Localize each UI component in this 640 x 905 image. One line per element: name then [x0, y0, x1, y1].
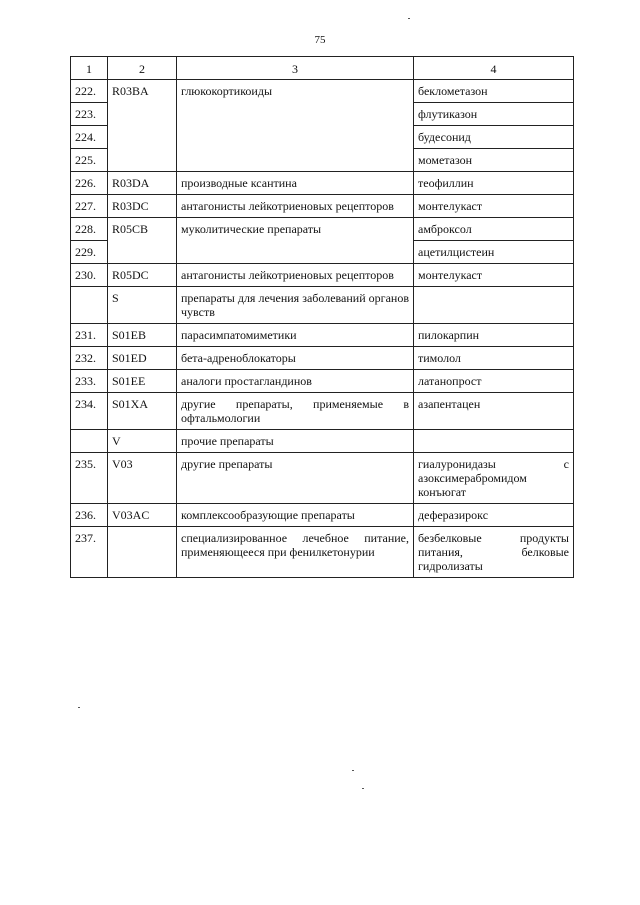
- drug-group: аналоги простагландинов: [177, 370, 414, 393]
- table-row: [71, 504, 574, 527]
- table-row: [71, 218, 574, 241]
- drug-name: [414, 430, 574, 453]
- drug-table: [70, 56, 574, 578]
- atc-code: S01XA: [108, 393, 177, 430]
- row-number: 223.: [71, 103, 108, 126]
- atc-code: S01EE: [108, 370, 177, 393]
- atc-code: V: [108, 430, 177, 453]
- drug-name: азапентацен: [414, 393, 574, 430]
- column-header: 1: [71, 57, 108, 80]
- atc-code: R03BA: [108, 80, 177, 172]
- row-number: 235.: [71, 453, 108, 504]
- atc-code: R03DC: [108, 195, 177, 218]
- atc-code: [108, 527, 177, 578]
- row-number: 237.: [71, 527, 108, 578]
- atc-code: R03DA: [108, 172, 177, 195]
- table-row: [71, 347, 574, 370]
- drug-name: латанопрост: [414, 370, 574, 393]
- table-header-row: [71, 57, 574, 80]
- scan-speck: [352, 770, 354, 771]
- scan-speck: [362, 788, 364, 789]
- row-number: 229.: [71, 241, 108, 264]
- row-number: 222.: [71, 80, 108, 103]
- page-number: 75: [314, 34, 326, 46]
- scan-speck: [408, 18, 410, 19]
- drug-group: другие препараты, применяемые в офтальмологии: [177, 393, 414, 430]
- drug-name: монтелукаст: [414, 264, 574, 287]
- table-row: [71, 370, 574, 393]
- table-row: [71, 324, 574, 347]
- scan-speck: [78, 707, 80, 708]
- drug-group: бета-адреноблокаторы: [177, 347, 414, 370]
- row-number: 224.: [71, 126, 108, 149]
- row-number: 232.: [71, 347, 108, 370]
- drug-group: муколитические препараты: [177, 218, 414, 264]
- drug-name: будесонид: [414, 126, 574, 149]
- drug-group: комплексообразующие препараты: [177, 504, 414, 527]
- drug-group: прочие препараты: [177, 430, 414, 453]
- table-row: [71, 195, 574, 218]
- row-number: [71, 287, 108, 324]
- drug-name: [414, 287, 574, 324]
- drug-group: специализированное лечебное питание, применяющееся при фенилкетонурии: [177, 527, 414, 578]
- row-number: 234.: [71, 393, 108, 430]
- column-header: 4: [414, 57, 574, 80]
- table-row: [71, 287, 574, 324]
- drug-group: глюкокортикоиды: [177, 80, 414, 172]
- row-number: [71, 430, 108, 453]
- drug-name: амброксол: [414, 218, 574, 241]
- drug-name: ацетилцистеин: [414, 241, 574, 264]
- atc-code: S01ED: [108, 347, 177, 370]
- table-row: [71, 453, 574, 504]
- row-number: 228.: [71, 218, 108, 241]
- drug-name: беклометазон: [414, 80, 574, 103]
- drug-group: антагонисты лейкотриеновых рецепторов: [177, 195, 414, 218]
- drug-name: безбелковые продукты питания, белковые гидролизаты: [414, 527, 574, 578]
- column-header: 3: [177, 57, 414, 80]
- drug-name: пилокарпин: [414, 324, 574, 347]
- table-row: [71, 172, 574, 195]
- drug-name: монтелукаст: [414, 195, 574, 218]
- atc-code: V03AC: [108, 504, 177, 527]
- row-number: 226.: [71, 172, 108, 195]
- atc-code: V03: [108, 453, 177, 504]
- atc-code: S01EB: [108, 324, 177, 347]
- drug-group: парасимпатомиметики: [177, 324, 414, 347]
- drug-name: флутиказон: [414, 103, 574, 126]
- drug-name: мометазон: [414, 149, 574, 172]
- atc-code: R05CB: [108, 218, 177, 264]
- row-number: 231.: [71, 324, 108, 347]
- drug-group: другие препараты: [177, 453, 414, 504]
- drug-group: антагонисты лейкотриеновых рецепторов: [177, 264, 414, 287]
- row-number: 227.: [71, 195, 108, 218]
- row-number: 233.: [71, 370, 108, 393]
- drug-name: деферазирокс: [414, 504, 574, 527]
- drug-name: теофиллин: [414, 172, 574, 195]
- drug-name: тимолол: [414, 347, 574, 370]
- table-row: [71, 527, 574, 578]
- drug-group: препараты для лечения заболеваний органов чувств: [177, 287, 414, 324]
- atc-code: R05DC: [108, 264, 177, 287]
- drug-group: производные ксантина: [177, 172, 414, 195]
- drug-name: гиалуронидазы с азоксимерабромидом конъюгат: [414, 453, 574, 504]
- column-header: 2: [108, 57, 177, 80]
- table-row: [71, 430, 574, 453]
- table-row: [71, 264, 574, 287]
- table-row: [71, 393, 574, 430]
- table-row: [71, 80, 574, 103]
- row-number: 225.: [71, 149, 108, 172]
- row-number: 230.: [71, 264, 108, 287]
- atc-code: S: [108, 287, 177, 324]
- row-number: 236.: [71, 504, 108, 527]
